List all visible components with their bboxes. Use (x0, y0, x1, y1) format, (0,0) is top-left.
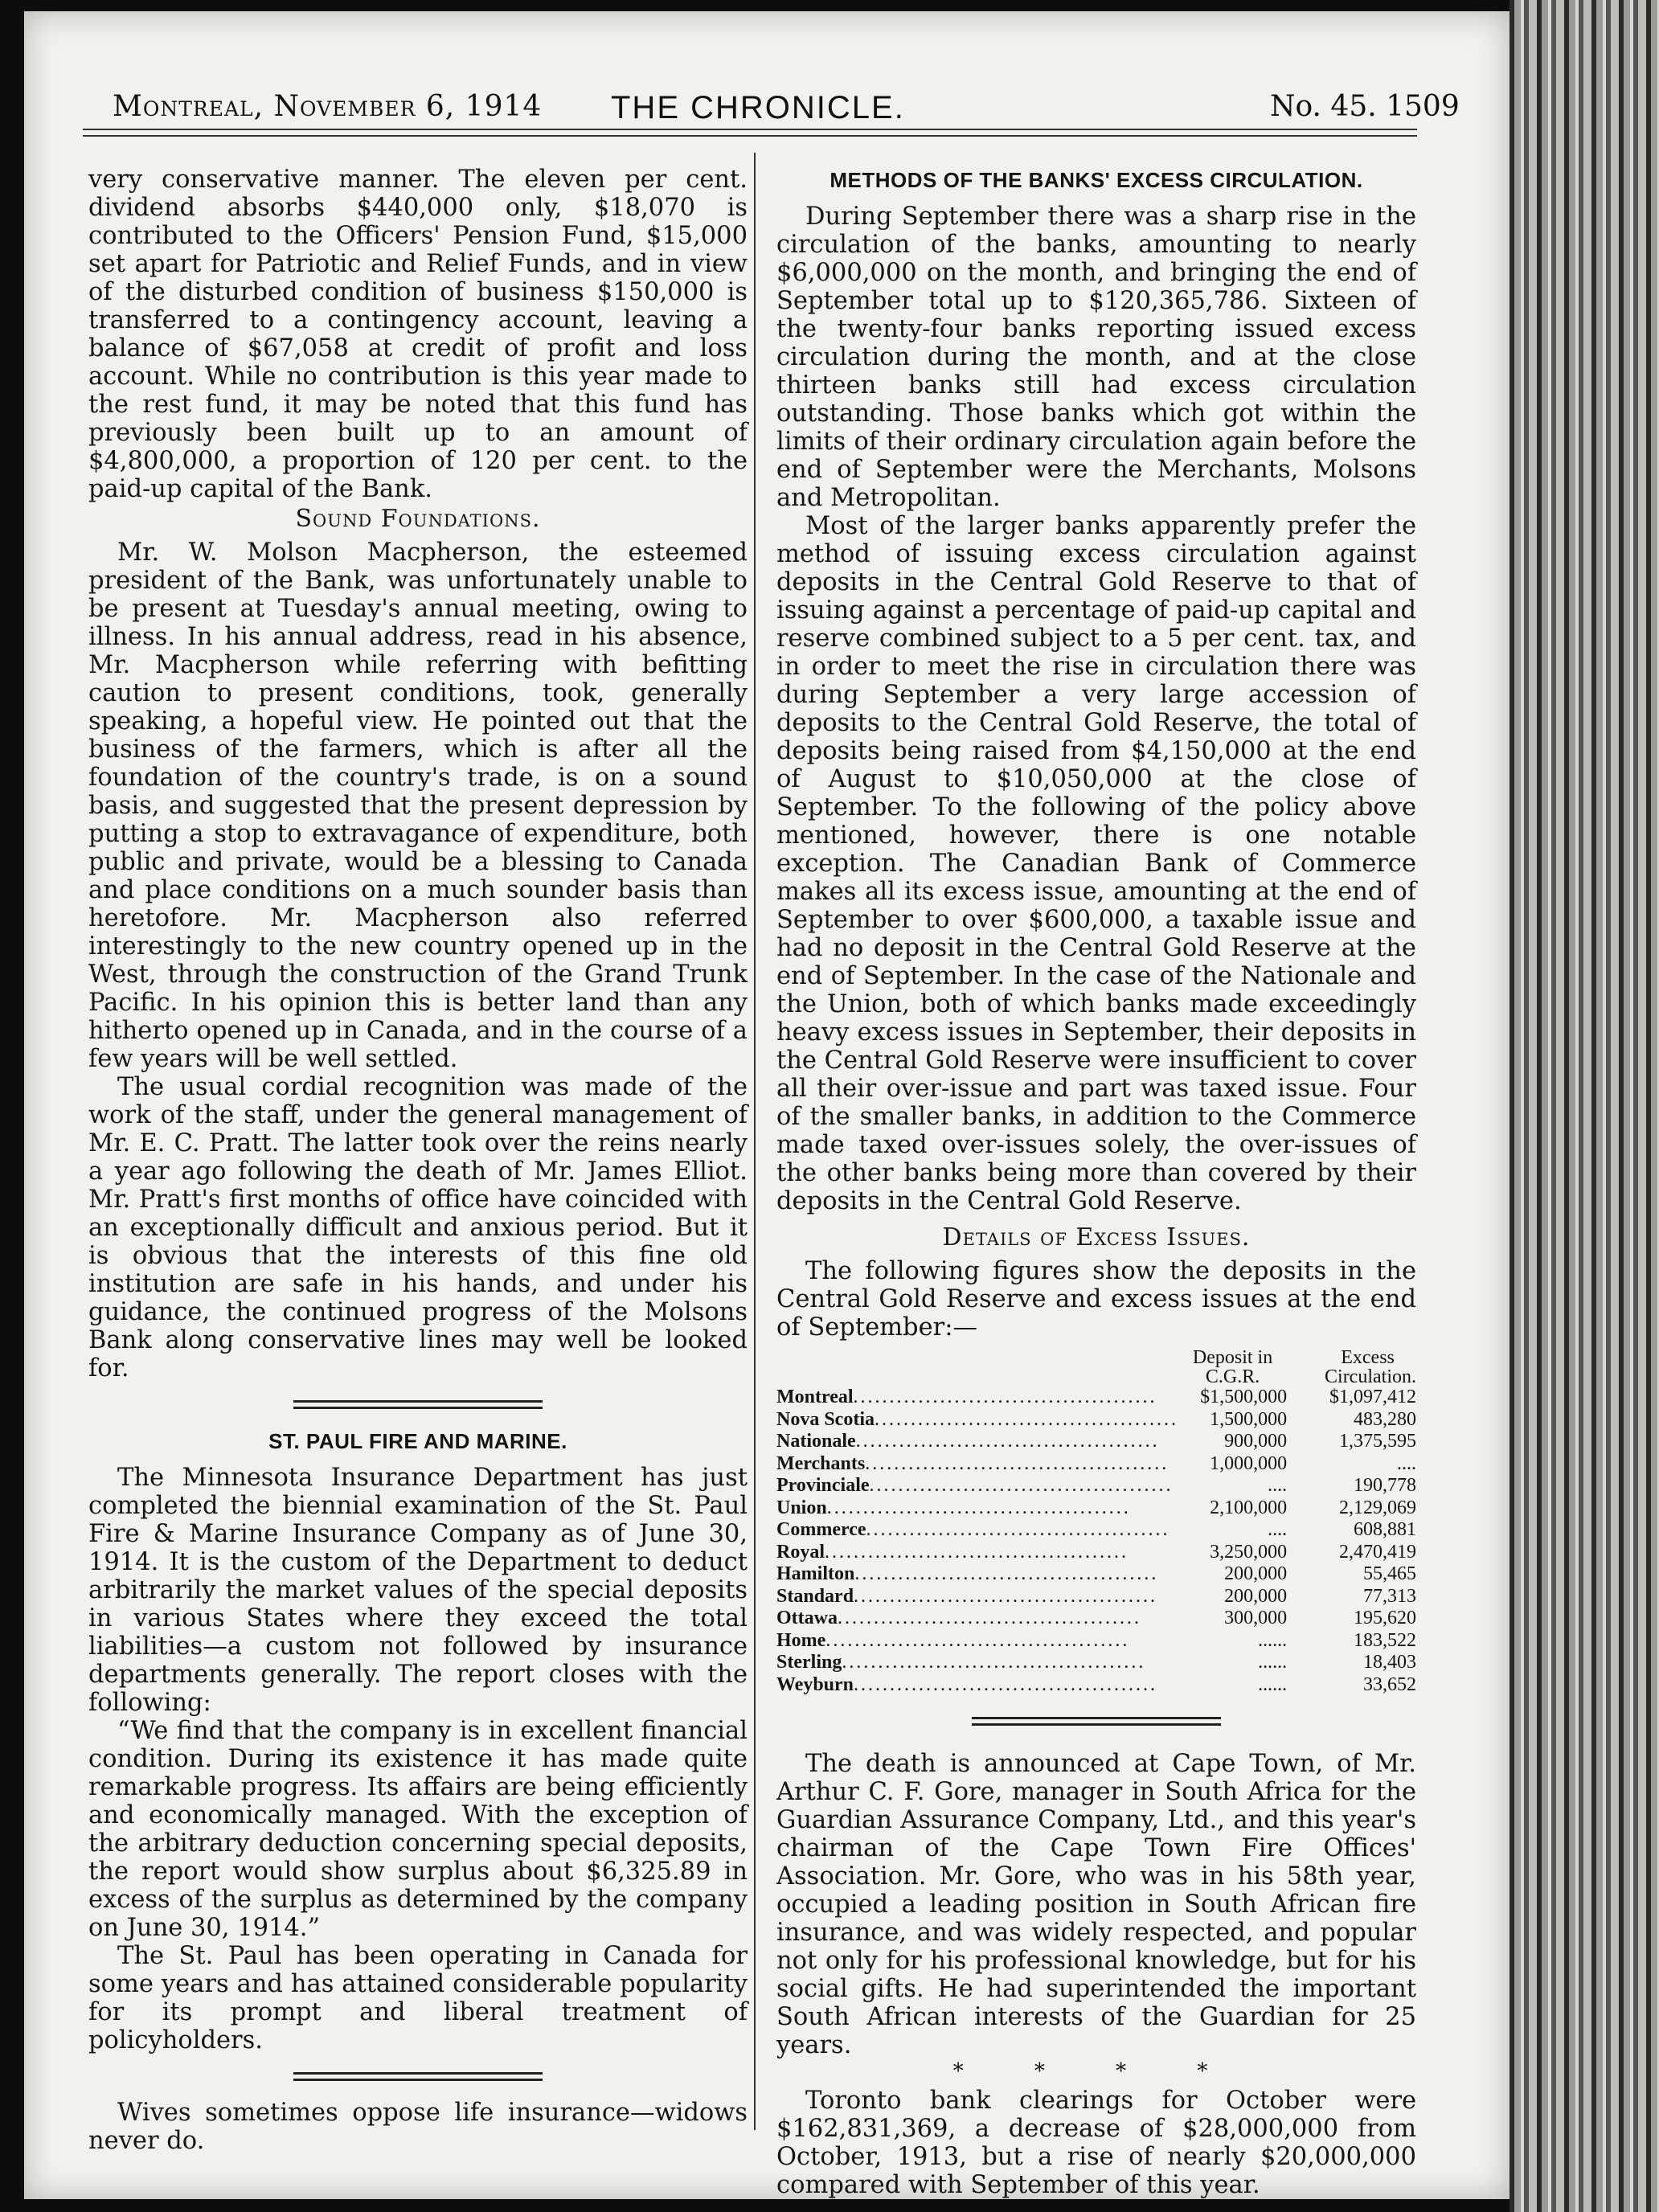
bank-name: Hamilton (776, 1563, 855, 1584)
deposit-cell: 200,000 (1224, 1563, 1288, 1584)
bank-cell (776, 1630, 1178, 1653)
bank-cell (776, 1387, 1178, 1409)
bank-cell (776, 1674, 1178, 1697)
leader-dots: .......................................... (854, 1585, 1158, 1607)
excess-cell: 190,778 (1354, 1475, 1416, 1496)
table-row (776, 1453, 1416, 1476)
deposit-cell: .... (1268, 1475, 1288, 1496)
heading-st-paul: ST. PAUL FIRE AND MARINE. (268, 1429, 567, 1453)
section-divider (972, 1717, 1221, 1726)
bank-name: Union (776, 1497, 827, 1518)
paragraph-september-rise: During September there was a sharp rise in the circulation of the banks, amounting to nearly $6,000,000 on the month, and bringing the end of September total up to $120,365,786. Sixteen of the twenty-four banks reporting issued excess circulation during the month, and at the close thirteen banks still had excess circulation outstanding. Those banks which got within the limits of their ordinary circulation again before the end of September were the Merchants, Molsons and Metropolitan. (776, 203, 1416, 512)
table-header-deposit-line1: Deposit in (1192, 1347, 1273, 1368)
table-row (776, 1630, 1416, 1653)
bank-name: Montreal (776, 1387, 854, 1407)
left-column (88, 166, 748, 2155)
column-divider (754, 153, 756, 2130)
leader-dots: .......................................... (854, 1563, 1159, 1584)
leader-dots: .......................................... (853, 1387, 1157, 1407)
leader-dots: .......................................... (865, 1452, 1169, 1474)
bank-name: Home (776, 1629, 826, 1651)
paragraph-toronto-clearings: Toronto bank clearings for October were $162,831,369, a decrease of $28,000,000 from October, 1913, but a rise of nearly $20,000,000 compared with September of this year. (776, 2087, 1416, 2199)
leader-dots: .......................................... (854, 1673, 1158, 1695)
paragraph-gore-death: The death is announced at Cape Town, of Mr. Arthur C. F. Gore, manager in South Africa for the Guardian Assurance Company, Ltd., and this year's chairman of the Cape Town Fire Offices' Association. Mr. Gore, who was in his 58th year, occupied a leading position in South African fire insurance, and was widely respected, and popular not only for his professional knowledge, but for his social gifts. He had superintended the important South African interests of the Guardian for 25 years. (776, 1750, 1416, 2059)
excess-cell: 2,129,069 (1339, 1497, 1416, 1518)
paragraph-staff-recognition: The usual cordial recognition was made of the work of the staff, under the general management of Mr. E. C. Pratt. The latter took over the reins nearly a year ago following the death of Mr. James Elliot. Mr. Pratt's first months of office have coincided with an exceptionally difficult and anxious period. But it is obvious that the interests of this fine old institution are safe in his hands, and under his guidance, the continued progress of the Molsons Bank along conservative lines may well be looked for. (88, 1073, 748, 1382)
deposit-cell: 1,000,000 (1210, 1452, 1288, 1474)
quote-report-conclusion: “We find that the company is in excellent financial condition. During its existence it has made quite remarkable progress. Its affairs are being efficiently and economically managed. With the exception of the arbitrary deduction concerning special deposits, the report would show surplus about $6,325.89 in excess of the surplus as determined by the company on June 30, 1914.” (88, 1717, 748, 1942)
paragraph-central-gold-reserve: Most of the larger banks apparently prefer the method of issuing excess circulation against deposits in the Central Gold Reserve to that of issuing against a percentage of paid-up capital and reserve combined subject to a 5 per cent. tax, and in order to meet the rise in circulation there was during September a very large accession of deposits to the Central Gold Reserve, the total of deposits being raised from $4,150,000 at the end of August to $10,050,000 at the close of September. To the following of the policy above mentioned, however, there is one notable exception. The Canadian Bank of Commerce makes all its excess issue, amounting at the end of September to over $600,000, a taxable issue and had no deposit in the Central Gold Reserve at the end of September. In the case of the Nationale and the Union, both of which banks made exceedingly heavy excess issues in September, their deposits in the Central Gold Reserve were insufficient to cover all their over-issue and part was taxed issue. Four of the smaller banks, in addition to the Commerce made taxed over-issues solely, the over-issues of the other banks being more than covered by their deposits in the Central Gold Reserve. (776, 512, 1416, 1215)
table-row (776, 1387, 1416, 1409)
excess-cell: 195,620 (1354, 1608, 1416, 1628)
bank-name: Commerce (776, 1519, 866, 1540)
table-header-excess (1287, 1348, 1416, 1387)
bank-name: Standard (776, 1585, 854, 1607)
table-row (776, 1519, 1416, 1542)
table-row (776, 1563, 1416, 1586)
table-row (776, 1608, 1416, 1630)
table-row (776, 1475, 1416, 1497)
bank-cell (776, 1453, 1178, 1476)
excess-cell: 483,280 (1354, 1408, 1416, 1430)
deposit-cell: .... (1268, 1519, 1288, 1540)
table-row (776, 1586, 1416, 1608)
paragraph-minnesota-examination: The Minnesota Insurance Department has just completed the biennial examination of the St. Paul Fire & Marine Insurance Company as of June 30, 1914. It is the custom of the Department to deduct arbitrarily the market values of the special deposits in various States where they exceed the total liabilities—a custom not followed by insurance departments generally. The report closes with the following: (88, 1464, 748, 1717)
bank-cell (776, 1586, 1178, 1608)
table-header-row (776, 1348, 1416, 1387)
subhead-details-excess-issues: Details of Excess Issues. (942, 1223, 1251, 1251)
excess-cell: 77,313 (1363, 1585, 1416, 1607)
deposit-cell: 900,000 (1224, 1431, 1288, 1452)
bank-name: Weyburn (776, 1673, 854, 1695)
right-column (776, 166, 1416, 2199)
paragraph-st-paul-canada: The St. Paul has been operating in Canada for some years and has attained considerable popularity for its prompt and liberal treatment of policyholders. (88, 1942, 748, 2054)
excess-cell: 55,465 (1363, 1563, 1416, 1584)
deposit-cell: 300,000 (1224, 1608, 1288, 1628)
bank-name: Nationale (776, 1431, 856, 1452)
header-masthead: THE CHRONICLE. (611, 90, 905, 125)
table-header-deposit-line2: C.G.R. (1205, 1366, 1260, 1387)
asterism-separator: * * * * (952, 2059, 1240, 2083)
table-header-deposit (1178, 1348, 1287, 1387)
table-row (776, 1431, 1416, 1453)
heading-excess-circulation: METHODS OF THE BANKS' EXCESS CIRCULATION. (830, 168, 1363, 192)
section-divider (293, 2072, 543, 2081)
table-header-bank (776, 1348, 1178, 1387)
bank-cell (776, 1431, 1178, 1453)
paragraph-macpherson-address: Mr. W. Molson Macpherson, the esteemed president of the Bank, was unfortunately unable to be present at Tuesday's annual meeting, owing to illness. In his annual address, read in his absence, Mr. Macpherson while referring with befitting caution to present conditions, took, generally speaking, a hopeful view. He pointed out that the business of the farmers, which is after all the foundation of the country's trade, is on a sound basis, and suggested that the present depression by putting a stop to extravagance of expenditure, both public and private, would be a blessing to Canada and place conditions on a much sounder basis than heretofore. Mr. Macpherson also referred interestingly to the new country opened up in the West, through the construction of the Grand Trunk Pacific. In his opinion this is better land than any hitherto opened up in Canada, and in the course of a few years will be well settled. (88, 539, 748, 1073)
bank-cell (776, 1563, 1178, 1586)
excess-cell: 183,522 (1354, 1629, 1416, 1651)
header-rule-top (83, 129, 1417, 130)
deposit-cell: 2,100,000 (1210, 1497, 1288, 1518)
bank-name: Nova Scotia (776, 1408, 875, 1430)
table-row (776, 1674, 1416, 1697)
bank-name: Merchants (776, 1452, 866, 1474)
book-page-edges (1509, 0, 1659, 2212)
deposit-cell: $1,500,000 (1200, 1387, 1288, 1407)
deposit-cell: ...... (1258, 1673, 1288, 1695)
bank-name: Provinciale (776, 1475, 870, 1496)
excess-cell: 18,403 (1363, 1652, 1416, 1673)
bank-cell (776, 1497, 1178, 1520)
deposit-cell: 3,250,000 (1210, 1541, 1288, 1563)
paragraph-wives-quip: Wives sometimes oppose life insurance—widows never do. (88, 2099, 748, 2155)
table-row (776, 1409, 1416, 1432)
leader-dots: .......................................... (837, 1608, 1141, 1628)
leader-dots: .......................................... (826, 1497, 1131, 1518)
bank-cell (776, 1652, 1178, 1674)
bank-name: Royal (776, 1541, 825, 1563)
excess-cell: 2,470,419 (1339, 1541, 1416, 1563)
leader-dots: .......................................... (825, 1541, 1129, 1563)
deposit-cell: 1,500,000 (1210, 1408, 1288, 1430)
deposit-cell: ...... (1258, 1652, 1288, 1673)
header-rule-bottom (83, 135, 1417, 137)
excess-cell: .... (1397, 1452, 1416, 1474)
subhead-sound-foundations: Sound Foundations. (295, 505, 541, 533)
bank-name: Ottawa (776, 1608, 838, 1628)
leader-dots: .......................................... (875, 1408, 1178, 1430)
bank-cell (776, 1475, 1178, 1497)
table-row (776, 1652, 1416, 1674)
excess-cell: 1,375,595 (1339, 1431, 1416, 1452)
bank-cell (776, 1519, 1178, 1542)
leader-dots: .......................................... (855, 1431, 1160, 1452)
header-issue-page: No. 45. 1509 (1270, 90, 1460, 123)
leader-dots: .......................................... (825, 1629, 1130, 1651)
excess-cell: 33,652 (1363, 1673, 1416, 1695)
leader-dots: .......................................... (869, 1475, 1174, 1496)
bank-name: Sterling (776, 1652, 842, 1673)
excess-cell: 608,881 (1354, 1519, 1416, 1540)
table-row (776, 1497, 1416, 1520)
section-divider (293, 1400, 543, 1409)
deposit-cell: ...... (1258, 1629, 1288, 1651)
paragraph-molsons-dividend: very conservative manner. The eleven per cent. dividend absorbs $440,000 only, $18,070 is contributed to the Officers' Pension Fund, $15,000 set apart for Patriotic and Relief Funds, and in view of the disturbed condition of business $150,000 is transferred to a contingency account, leaving a balance of $67,058 at credit of profit and loss account. While no contribution is this year made to the rest fund, it may be noted that this fund has previously been built up to an amount of $4,800,000, a proportion of 120 per cent. to the paid-up capital of the Bank. (88, 166, 748, 503)
table-row (776, 1542, 1416, 1564)
bank-cell (776, 1409, 1178, 1432)
paragraph-figures-intro: The following figures show the deposits in the Central Gold Reserve and excess issues at the end of September:— (776, 1257, 1416, 1342)
table-header-excess-line2: Circulation. (1325, 1366, 1416, 1387)
excess-cell: $1,097,412 (1329, 1387, 1416, 1407)
leader-dots: .......................................... (842, 1652, 1146, 1673)
bank-cell (776, 1542, 1178, 1564)
table-body (776, 1387, 1416, 1696)
bank-cell (776, 1608, 1178, 1630)
table-header-excess-line1: Excess (1341, 1347, 1395, 1368)
excess-issues-table (776, 1348, 1416, 1696)
header-dateline: Montreal, November 6, 1914 (113, 90, 543, 123)
leader-dots: .......................................... (866, 1519, 1170, 1540)
deposit-cell: 200,000 (1224, 1585, 1288, 1607)
